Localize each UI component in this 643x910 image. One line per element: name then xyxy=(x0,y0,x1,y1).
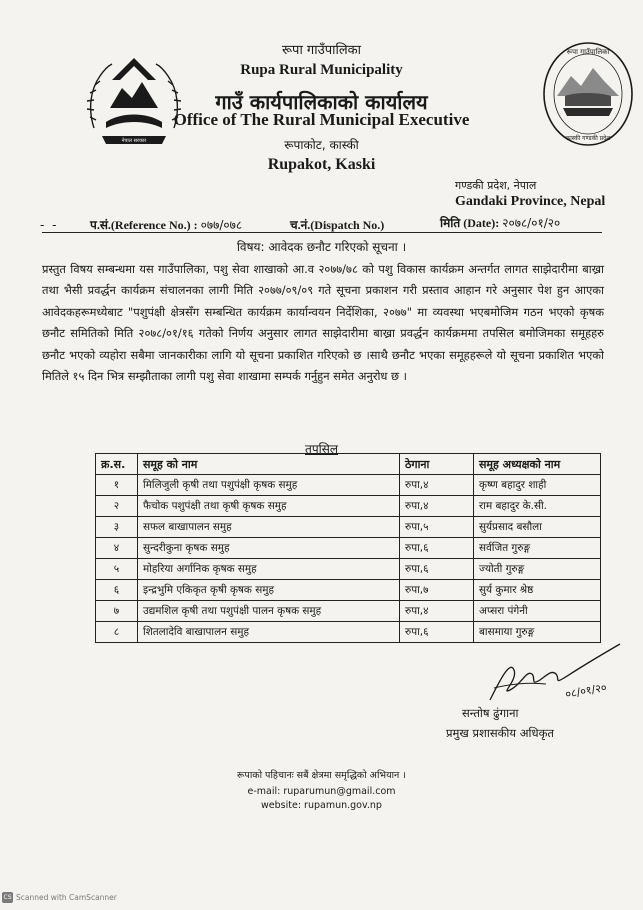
col-header-sn: क्र.स. xyxy=(96,454,138,475)
address-en: Rupakot, Kaski xyxy=(267,156,376,173)
notice-body: प्रस्तुत विषय सम्बन्धमा यस गाउँपालिका, पशु सेवा शाखाको आ.व २०७७/७८ को पशु विकास कार्यक्रम अन्तर्गत लागत साझेदारीमा बाख्रा तथा भैसी प्रवर्द्धन कार्यक्रम संचालनका लागी मिति २०७७/०९/०९ गते सूचना प्रकाशन गरी प्रस्ताव आहान गरे अनुसार पेश हुन आएका आवेदकहरूमध्येबाट "पशुपंक्षी क्षेत्रसँग सम्बन्धित कार्यक्रम कार्यान्वयन निर्देशिका, २०७७" मा व्यवस्था भएबमोजिम गठन भएको कृषक छनौट समितिको मिति २०७८/०१/१६ गतेको निर्णय अनुसार लागत साझेदारीमा बाख्रा प्रवर्द्धन कार्यक्रममा तपसिल बमोजिमका समूहहरु छनौट भएको व्यहोरा सबैमा जानकारीका लागि यो सूचना प्रकाशित गरिएको छ ।साथै छनौट भएका समूहहरूले यो सूचना प्रकाशित भएको मितिले १५ दिन भित्र सम्झौताका लागी पशु सेवा शाखामा सम्पर्क गर्नुहुन समेत अनुरोध छ । xyxy=(42,262,604,384)
scanner-watermark xyxy=(2,892,117,903)
address-np: रूपाकोट, कास्की xyxy=(284,138,359,152)
cell-address: रुपा,५ xyxy=(400,517,474,538)
reference-value: ०७७/०७८ xyxy=(200,218,243,232)
table-row xyxy=(96,538,601,559)
reference-number xyxy=(90,216,242,233)
table-row xyxy=(96,601,601,622)
cell-chair-name: ज्योती गुरुङ्ग xyxy=(474,559,601,580)
cell-chair-name: सुर्य कुमार श्रेष्ठ xyxy=(474,580,601,601)
col-header-chair-name: समूह अध्यक्षको नाम xyxy=(474,454,601,475)
cell-address: रुपा,४ xyxy=(400,601,474,622)
table-caption-text: तपसिल xyxy=(304,442,338,456)
dispatch-label: च.नं.(Dispatch No.) xyxy=(290,218,385,232)
reference-label: प.सं.(Reference No.) : xyxy=(90,218,198,232)
cell-chair-name: सुर्यप्रसाद बसौला xyxy=(474,517,601,538)
province-en: Gandaki Province, Nepal xyxy=(455,194,606,209)
cell-address: रुपा,४ xyxy=(400,496,474,517)
cell-sn: २ xyxy=(96,496,138,517)
office-name-np: गाउँ कार्यपालिकाको कार्यालय xyxy=(215,90,428,114)
cell-address: रुपा,६ xyxy=(400,559,474,580)
signature-date: ०८/०१/२० xyxy=(564,680,608,701)
municipality-name-np: रूपा गाउँपालिका xyxy=(281,43,362,58)
header-divider xyxy=(42,232,602,233)
cell-address: रुपा,६ xyxy=(400,622,474,643)
date-value: २०७८/०१/२० xyxy=(502,216,561,230)
cell-sn: १ xyxy=(96,475,138,496)
cell-group-name: मिलिजुली कृषी तथा पशुपंक्षी कृषक समुह xyxy=(138,475,400,496)
cell-group-name: सफल बाखापालन समुह xyxy=(138,517,400,538)
province-np: गण्डकी प्रदेश, नेपाल xyxy=(455,179,537,192)
signer-title: प्रमुख प्रशासकीय अधिकृत xyxy=(446,726,554,740)
watermark-text: Scanned with CamScanner xyxy=(16,893,117,902)
cell-group-name: मोहरिया अर्गानिक कृषक समुह xyxy=(138,559,400,580)
table-header-row xyxy=(96,454,601,475)
table-row xyxy=(96,580,601,601)
subject-line: विषय: आवेदक छनौट गरिएको सूचना । xyxy=(236,240,407,254)
col-header-address: ठेगाना xyxy=(400,454,474,475)
cell-sn: ८ xyxy=(96,622,138,643)
cell-group-name: इन्द्रभुमि एकिकृत कृषी कृषक समुह xyxy=(138,580,400,601)
table-row xyxy=(96,475,601,496)
cell-sn: ४ xyxy=(96,538,138,559)
date-label: मिति (Date): xyxy=(440,216,500,230)
footer-slogan: रूपाको पहिचानः सबैं क्षेत्रमा समृद्धिको अभियान । xyxy=(237,770,406,781)
dispatch-number xyxy=(290,216,384,233)
office-name-en: Office of The Rural Municipal Executive xyxy=(173,110,470,129)
cell-group-name: फैचोक पशुपंक्षी तथा कृषी कृषक समुह xyxy=(138,496,400,517)
cell-sn: ३ xyxy=(96,517,138,538)
cell-sn: ६ xyxy=(96,580,138,601)
selected-groups-table xyxy=(95,453,601,643)
camscanner-icon: CS xyxy=(3,894,12,901)
letter-date xyxy=(440,214,560,231)
cell-address: रुपा,४ xyxy=(400,475,474,496)
footer-website: website: rupamun.gov.np xyxy=(261,800,382,811)
margin-marks: - - xyxy=(40,218,59,232)
seal-top-text: रूपा गाउँपालिका xyxy=(566,48,610,56)
cell-address: रुपा,६ xyxy=(400,538,474,559)
cell-group-name: सुन्दरीकुना कृषक समुह xyxy=(138,538,400,559)
cell-address: रुपा,७ xyxy=(400,580,474,601)
table-row xyxy=(96,517,601,538)
cell-sn: ५ xyxy=(96,559,138,580)
cell-chair-name: बासमाया गुरुङ्ग xyxy=(474,622,601,643)
table-row xyxy=(96,496,601,517)
emblem-caption: नेपाल सरकार xyxy=(121,138,147,144)
cell-chair-name: सर्वजित गुरुङ्ग xyxy=(474,538,601,559)
cell-chair-name: कृष्ण बहादुर शाही xyxy=(474,475,601,496)
municipality-name-en: Rupa Rural Municipality xyxy=(240,62,403,78)
cell-sn: ७ xyxy=(96,601,138,622)
seal-bottom-text: कास्की गण्डकी प्रदेश xyxy=(565,135,611,142)
cell-chair-name: अप्सरा पंगेनी xyxy=(474,601,601,622)
col-header-group-name: समूह को नाम xyxy=(138,454,400,475)
cell-group-name: शितलादेवि बाखापालन समुह xyxy=(138,622,400,643)
footer-email: e-mail: ruparumun@gmail.com xyxy=(247,786,396,797)
cell-group-name: उद्यमशिल कृषी तथा पशुपंक्षी पालन कृषक समुह xyxy=(138,601,400,622)
cell-chair-name: राम बहादुर के.सी. xyxy=(474,496,601,517)
handwritten-signature xyxy=(470,640,630,710)
table-row xyxy=(96,559,601,580)
signer-name: सन्तोष ढुंगाना xyxy=(462,706,519,720)
